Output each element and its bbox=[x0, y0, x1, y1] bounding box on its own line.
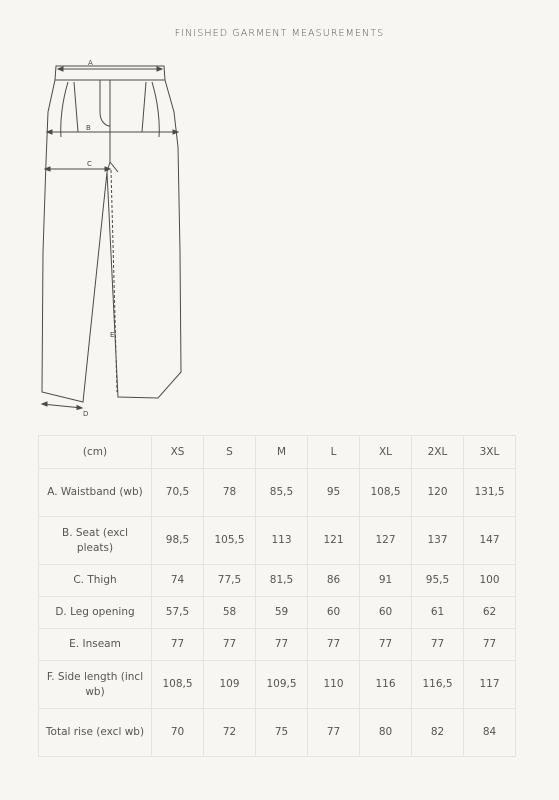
column-header: XS bbox=[152, 436, 204, 469]
diagram-label-a: A bbox=[88, 59, 93, 67]
cell: 77,5 bbox=[204, 565, 256, 597]
cell: 77 bbox=[308, 709, 360, 757]
table-row bbox=[39, 629, 516, 661]
column-header: (cm) bbox=[39, 436, 152, 469]
table-row bbox=[39, 661, 516, 709]
row-label: A. Waistband (wb) bbox=[39, 469, 152, 517]
cell: 117 bbox=[464, 661, 516, 709]
row-label: E. Inseam bbox=[39, 629, 152, 661]
column-header: M bbox=[256, 436, 308, 469]
cell: 60 bbox=[308, 597, 360, 629]
cell: 77 bbox=[308, 629, 360, 661]
cell: 121 bbox=[308, 517, 360, 565]
cell: 84 bbox=[464, 709, 516, 757]
cell: 108,5 bbox=[152, 661, 204, 709]
cell: 137 bbox=[412, 517, 464, 565]
cell: 77 bbox=[464, 629, 516, 661]
row-label: F. Side length (incl wb) bbox=[39, 661, 152, 709]
column-header: L bbox=[308, 436, 360, 469]
cell: 98,5 bbox=[152, 517, 204, 565]
cell: 62 bbox=[464, 597, 516, 629]
diagram-label-b: B bbox=[86, 124, 91, 132]
page-title: FINISHED GARMENT MEASUREMENTS bbox=[174, 28, 385, 39]
column-header: XL bbox=[360, 436, 412, 469]
cell: 58 bbox=[204, 597, 256, 629]
cell: 57,5 bbox=[152, 597, 204, 629]
cell: 82 bbox=[412, 709, 464, 757]
table-row bbox=[39, 469, 516, 517]
cell: 131,5 bbox=[464, 469, 516, 517]
cell: 81,5 bbox=[256, 565, 308, 597]
row-label: B. Seat (excl pleats) bbox=[39, 517, 152, 565]
cell: 59 bbox=[256, 597, 308, 629]
cell: 127 bbox=[360, 517, 412, 565]
cell: 110 bbox=[308, 661, 360, 709]
measurements-table bbox=[38, 435, 516, 757]
row-label: Total rise (excl wb) bbox=[39, 709, 152, 757]
cell: 72 bbox=[204, 709, 256, 757]
cell: 77 bbox=[204, 629, 256, 661]
cell: 77 bbox=[256, 629, 308, 661]
cell: 91 bbox=[360, 565, 412, 597]
cell: 77 bbox=[152, 629, 204, 661]
cell: 116,5 bbox=[412, 661, 464, 709]
table-row bbox=[39, 709, 516, 757]
cell: 70 bbox=[152, 709, 204, 757]
diagram-label-e: E bbox=[110, 331, 115, 339]
row-label: D. Leg opening bbox=[39, 597, 152, 629]
column-header: S bbox=[204, 436, 256, 469]
table-row bbox=[39, 597, 516, 629]
cell: 113 bbox=[256, 517, 308, 565]
table-row bbox=[39, 565, 516, 597]
cell: 75 bbox=[256, 709, 308, 757]
cell: 105,5 bbox=[204, 517, 256, 565]
cell: 86 bbox=[308, 565, 360, 597]
table-header-row bbox=[39, 436, 516, 469]
cell: 109,5 bbox=[256, 661, 308, 709]
cell: 109 bbox=[204, 661, 256, 709]
column-header: 2XL bbox=[412, 436, 464, 469]
cell: 78 bbox=[204, 469, 256, 517]
cell: 108,5 bbox=[360, 469, 412, 517]
cell: 77 bbox=[412, 629, 464, 661]
cell: 80 bbox=[360, 709, 412, 757]
trousers-diagram bbox=[30, 52, 200, 422]
table-row bbox=[39, 517, 516, 565]
row-label: C. Thigh bbox=[39, 565, 152, 597]
diagram-label-c: C bbox=[87, 160, 92, 168]
cell: 74 bbox=[152, 565, 204, 597]
cell: 85,5 bbox=[256, 469, 308, 517]
cell: 61 bbox=[412, 597, 464, 629]
cell: 95,5 bbox=[412, 565, 464, 597]
cell: 116 bbox=[360, 661, 412, 709]
cell: 100 bbox=[464, 565, 516, 597]
cell: 147 bbox=[464, 517, 516, 565]
cell: 60 bbox=[360, 597, 412, 629]
cell: 77 bbox=[360, 629, 412, 661]
cell: 70,5 bbox=[152, 469, 204, 517]
diagram-label-d: D bbox=[83, 410, 89, 418]
cell: 95 bbox=[308, 469, 360, 517]
column-header: 3XL bbox=[464, 436, 516, 469]
cell: 120 bbox=[412, 469, 464, 517]
